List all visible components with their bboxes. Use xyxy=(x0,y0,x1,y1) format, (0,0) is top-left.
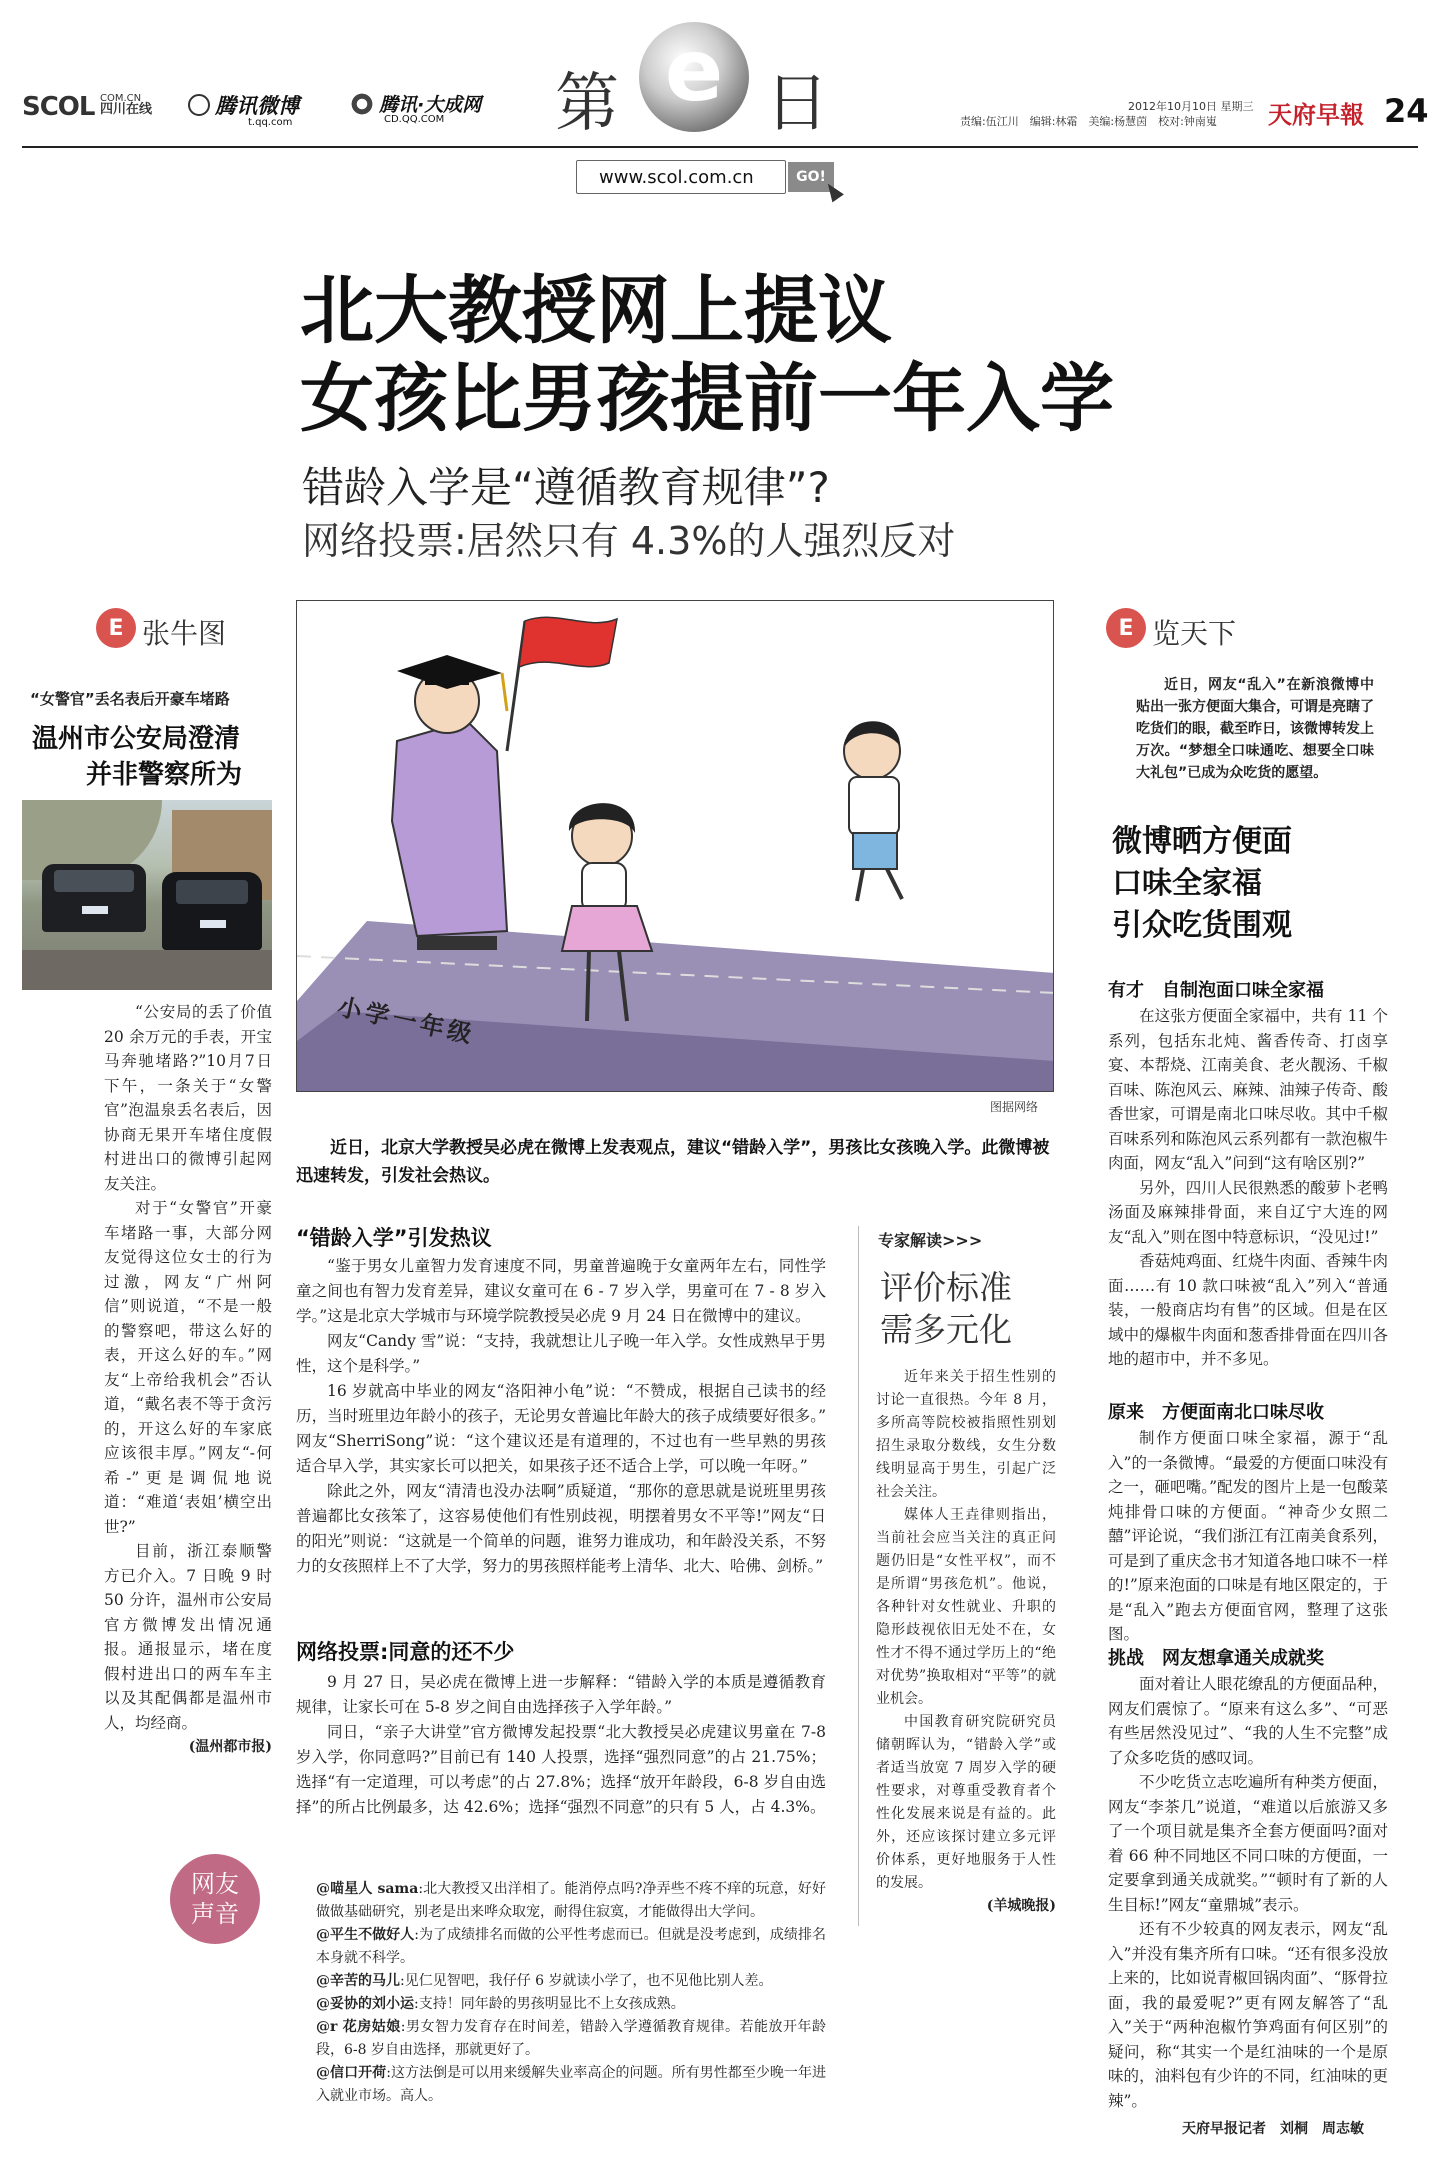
left-section-badge xyxy=(96,608,136,648)
right-paragraph: 面对着让人眼花缭乱的方便面品种，网友们震惊了。“原来有这么多”、“可恶有些居然没见过”、“我的人生不完整”成了众多吃货的感叹词。 xyxy=(1108,1675,1388,1767)
boy-figure xyxy=(844,721,902,901)
comment-text: 支持！同年龄的男孩明显比不上女孩成熟。 xyxy=(418,1996,685,2012)
left-paragraph: “公安局的丢了价值 20 余万元的手表，开宝马奔驰堵路?”10月7日下午，一条关于“女警官”泡温泉丢名表后，因协商无果开车堵住度假村进出口的微博引起网友关注。 xyxy=(104,1003,272,1193)
column-title xyxy=(555,21,865,141)
right-sub1-title xyxy=(1108,976,1324,1002)
comment-text: 这方法倒是可以用来缓解失业率高企的问题。所有男性都至少晚一年进入就业市场。高人。 xyxy=(316,2065,827,2104)
section1-body xyxy=(296,1254,842,1579)
comment-author: @喵星人 sama xyxy=(316,1881,419,1897)
left-paragraph: 对于“女警官”开豪车堵路一事，大部分网友觉得这位女士的行为过激，网友“广州阿信”则说道，“不是一般的警察吧，带这么好的表，开这么好的车。”网友“上帝给我机会”否认道，“戴名表不等于贪污的，开这么好的车家底应该很丰厚。”网友“-何希-”更是调侃地说道：“难道‘表姐’横空出世?” xyxy=(104,1199,272,1536)
car-photo xyxy=(22,800,272,990)
netizen-badge-line1: 网友 xyxy=(191,1870,239,1898)
right-paragraph: 在这张方便面全家福中，共有 11 个系列，包括东北炖、酱香传奇、打卤享宴、本帮烧、江南美食、老火靓汤、千椒百味、陈泡风云、麻辣、油辣子传奇、酸香世家，可谓是南北口味尽收。其中千椒百味系列和陈泡风云系列都有一款泡椒牛肉面，网友“乱入”问到“这有啥区别?” xyxy=(1108,1007,1388,1172)
image-caption: 图据网络 xyxy=(990,1100,1039,1114)
netizen-badge xyxy=(170,1854,260,1944)
netizen-comment: @妥协的刘小运:支持！同年龄的男孩明显比不上女孩成熟。 xyxy=(316,1996,685,2012)
weibo-logo-text: 腾讯微博 xyxy=(215,94,300,118)
right-paragraph: 香菇炖鸡面、红烧牛肉面、香辣牛肉面……有 10 款口味被“乱入”列入“普通装，一般商店均有售”的区域。但是在区域中的爆椒牛肉面和葱香排骨面在四川各地的超市中，并不多见。 xyxy=(1108,1252,1388,1368)
right-title-2: 口味全家福 xyxy=(1112,866,1262,901)
expert-body xyxy=(876,1366,1056,1918)
left-article-body xyxy=(104,1000,272,1760)
scol-logo-sub xyxy=(100,93,152,115)
right-sub3-key: 挑战 xyxy=(1108,1648,1144,1669)
comment-text: 北大教授又出洋相了。能消停点吗?净弄些不疼不痒的玩意，好好做做基础研究，别老是出来哗众取宠，耐得住寂寞，才能做得出大学问。 xyxy=(316,1881,826,1920)
weibo-icon xyxy=(188,94,210,116)
expert-source: (羊城晚报) xyxy=(986,1898,1056,1914)
scol-name: 四川在线 xyxy=(100,102,153,117)
masthead xyxy=(0,0,1440,150)
page-number: 24 xyxy=(1384,92,1429,130)
headline-line2: 女孩比男孩提前一年入学 xyxy=(300,356,1114,442)
section1-title: “错龄入学”引发热议 xyxy=(296,1226,492,1250)
scol-logo[interactable] xyxy=(22,92,94,122)
url-bar[interactable] xyxy=(576,160,786,194)
weibo-domain: t.qq.com xyxy=(248,117,293,128)
right-sub3-title xyxy=(1108,1644,1324,1670)
expert-paragraph: 中国教育研究院研究员储朝晖认为，“错龄入学”或者适当放宽 7 周岁入学的硬性要求，对尊重受教育者个性化发展来说是有益的。此外，还应该探讨建立多元评价体系，更好地服务于人性的发展。 xyxy=(876,1714,1056,1891)
netizen-comment: @喵星人 sama:北大教授又出洋相了。能消停点吗?净弄些不疼不痒的玩意，好好做做基础研究，别老是出来哗众取宠，耐得住寂寞，才能做得出大学问。 xyxy=(316,1881,826,1920)
comment-text: 见仁见智吧，我仔仔 6 岁就读小学了，也不见他比别人差。 xyxy=(404,1973,773,1989)
dacheng-domain: CD.QQ.COM xyxy=(384,114,445,125)
right-intro-text: 近日，网友“乱入”在新浪微博中贴出一张方便面大集合，可谓是亮瞎了吃货们的眼，截至昨日，该微博转发上万次。“梦想全口味通吃、想要全口味大礼包”已成为众吃货的愿望。 xyxy=(1136,677,1374,781)
expert-paragraph: 近年来关于招生性别的讨论一直很热。今年 8 月，多所高等院校被指照性别划招生录取分数线，女生分数线明显高于男生，引起广泛社会关注。 xyxy=(876,1369,1056,1500)
right-paragraph: 不少吃货立志吃遍所有种类方便面，网友“李茶几”说道，“难道以后旅游又多了一个项目就是集齐全套方便面吗?面对着 66 种不同地区不同口味的方便面，一定要拿到通关成就奖。”“顿时有了新的人生目标!”网友“童鼎城”表示。 xyxy=(1108,1773,1388,1914)
left-paragraph: 目前，浙江泰顺警方已介入。7 日晚 9 时 50 分许，温州市公安局官方微博发出情况通报。通报显示，堵在度假村进出口的两车车主以及其配偶都是温州市人，均经商。 xyxy=(104,1542,272,1732)
right-intro xyxy=(1136,674,1374,784)
road-shape xyxy=(22,950,272,990)
comment-author: @r 花房姑娘 xyxy=(316,2019,401,2035)
section2-title: 网络投票:同意的还不少 xyxy=(296,1640,515,1664)
right-sub2-key: 原来 xyxy=(1108,1402,1144,1423)
section1-paragraph: 网友“Candy 雪”说：“支持，我就想让儿子晚一年入学。女性成熟早于男性，这个是科学。” xyxy=(296,1332,826,1375)
right-section-badge xyxy=(1106,608,1146,648)
left-title-1: 温州市公安局澄清 xyxy=(32,724,241,754)
right-sub1-body xyxy=(1108,1004,1388,1372)
url-text: www.scol.com.cn xyxy=(599,166,754,188)
left-badge-letter: E xyxy=(108,615,124,641)
car-left-icon xyxy=(42,864,146,932)
car-right-icon xyxy=(162,872,262,950)
comment-author: @信口开荷 xyxy=(316,2065,387,2081)
right-sub3-title-text: 网友想拿通关成就奖 xyxy=(1162,1648,1324,1669)
e-logo-icon xyxy=(639,22,749,132)
section1-paragraph: 除此之外，网友“清清也没办法啊”质疑道，“那你的意思就是说班里男孩普遍都比女孩笨了，这容易使他们有性别歧视，明摆着男女不平等!”网友“日的阳光”则说：“这就是一个简单的问题，谁努力谁成功，和年龄没关系，不努力的女孩照样上不了大学，努力的男孩照样能考上清华、北大、哈佛、剑桥。” xyxy=(296,1482,826,1575)
expert-kicker: 专家解读>>> xyxy=(878,1231,983,1250)
right-byline: 天府早报记者 刘桐 周志敏 xyxy=(1182,2121,1364,2137)
dacheng-icon xyxy=(350,92,374,116)
professor-figure xyxy=(392,655,507,950)
netizen-comments xyxy=(316,1878,826,2108)
section1-paragraph: “鉴于男女儿童智力发育速度不同，男童普遍晚于女童两年左右，同性学童之间也有智力发育差异，建议女童可在 6 - 7 岁入学，男童可在 7 - 8 岁入学。”这是北京大学城市与环境学院教授吴必虎 9 月 24 日在微博中的建议。 xyxy=(296,1257,826,1325)
netizen-comment: @信口开荷:这方法倒是可以用来缓解失业率高企的问题。所有男性都至少晚一年进入就业市场。高人。 xyxy=(316,2065,827,2104)
section1-paragraph: 16 岁就高中毕业的网友“洛阳神小龟”说：“不赞成，根据自己读书的经历，当时班里边年龄小的孩子，无论男女普遍比年龄大的孩子成绩要好很多。” 网友“SherriSong”说：“这个建议还是有道理的，不过也有一些早熟的男孩适合早入学，其实家长可以把关，如果孩子还不适合上学，可以晚一年呀。” xyxy=(296,1382,842,1475)
dacheng-logo[interactable] xyxy=(350,90,481,125)
column-title-char3: 日 xyxy=(765,67,829,141)
right-sub1-key: 有才 xyxy=(1108,980,1144,1001)
netizen-badge-line2: 声音 xyxy=(191,1900,239,1928)
headline-line1: 北大教授网上提议 xyxy=(300,268,892,354)
lead-text: 近日，北京大学教授吴必虎在微博上发表观点，建议“错龄入学”，男孩比女孩晚入学。此微博被迅速转发，引发社会热议。 xyxy=(296,1138,1050,1186)
cartoon-illustration xyxy=(296,600,1054,1092)
right-sub2-title xyxy=(1108,1398,1324,1424)
right-badge-letter: E xyxy=(1118,615,1134,641)
right-title-3: 引众吃货围观 xyxy=(1112,908,1292,943)
comment-author: @妥协的刘小运 xyxy=(316,1996,414,2012)
column-title-char1: 第 xyxy=(555,67,619,141)
netizen-comment: @平生不做好人:为了成绩排名而做的公平性考虑而已。但就是没考虑到，成绩排名本身就不科学。 xyxy=(316,1927,826,1966)
comment-text: 为了成绩排名而做的公平性考虑而已。但就是没考虑到，成绩排名本身就不科学。 xyxy=(316,1927,826,1966)
expert-title-1: 评价标准 xyxy=(880,1268,1012,1307)
netizen-comment: @r 花房姑娘:男女智力发育存在时间差，错龄入学遵循教育规律。若能放开年龄段，6-8 岁自由选择，那就更好了。 xyxy=(316,2019,827,2058)
paper-name-logo: 天府早報 xyxy=(1268,101,1364,129)
go-label: GO! xyxy=(796,169,826,185)
right-paragraph: 还有不少较真的网友表示，网友“乱入”并没有集齐所有口味。“还有很多没放上来的，比如说青椒回锅肉面”、“豚骨拉面，我的最爱呢?”更有网友解答了“乱入”关于“两种泡椒竹笋鸡面有何区别”的疑问，称“其实一个是红油味的一个是原味的，油料包有少许的不同，红油味的更辣”。 xyxy=(1108,1920,1388,2110)
left-source: (温州都市报) xyxy=(188,1739,272,1755)
left-title-2: 并非警察所为 xyxy=(86,760,243,790)
expert-paragraph: 媒体人王垚律则指出，当前社会应当关注的真正问题仍旧是“女性平权”，而不是所谓“男孩危机”。他说，各种针对女性就业、升职的隐形歧视依旧无处不在，女性才不得不通过学历上的“绝对优势”换取相对“平等”的就业机会。 xyxy=(876,1507,1056,1707)
right-sub1-title-text: 自制泡面口味全家福 xyxy=(1162,980,1324,1001)
subhead-2: 网络投票:居然只有 4.3%的人强烈反对 xyxy=(302,519,956,563)
comment-text: 男女智力发育存在时间差，错龄入学遵循教育规律。若能放开年龄段，6-8 岁自由选择，那就更好了。 xyxy=(316,2019,827,2058)
netizen-comment: @辛苦的马儿:见仁见智吧，我仔仔 6 岁就读小学了，也不见他比别人差。 xyxy=(316,1973,773,1989)
left-kicker: “女警官”丢名表后开豪车堵路 xyxy=(30,690,230,708)
red-flag-icon xyxy=(507,617,617,751)
scol-logo-text: SCOL xyxy=(22,92,95,122)
left-section-title: 张牛图 xyxy=(142,617,227,650)
scol-domain: COM.CN xyxy=(100,93,142,104)
right-section-title: 览天下 xyxy=(1152,617,1237,650)
right-sub2-title-text: 方便面南北口味尽收 xyxy=(1162,1402,1324,1423)
right-title-1: 微博晒方便面 xyxy=(1112,824,1292,859)
right-paragraph: 另外，四川人民很熟悉的酸萝卜老鸭汤面及麻辣排骨面，来自辽宁大连的网友“乱入”则在图中特意标识，“没见过!” xyxy=(1108,1178,1388,1246)
right-paragraph: 制作方便面口味全家福，源于“乱入”的一条微博。“最爱的方便面口味没有之一，砸吧嘴。”配发的图片上是一包酸菜炖排骨口味的方便面。“神奇少女照二囍”评论说，“我们浙江有江南美食系列，可是到了重庆念书才知道各地口味不一样的!”原来泡面的口味是有地区限定的，于是“乱入”跑去方便面官网，整理了这张图。 xyxy=(1108,1429,1388,1643)
lead-paragraph xyxy=(296,1134,1056,1190)
cartoon-road-label: 小学一年级 xyxy=(335,992,478,1050)
comment-author: @辛苦的马儿 xyxy=(316,1973,400,1989)
column-divider xyxy=(858,1226,859,1926)
right-sub3-body xyxy=(1108,1672,1388,2113)
tencent-weibo-logo[interactable] xyxy=(188,90,299,128)
dacheng-logo-text: 腾讯·大成网 xyxy=(379,94,482,116)
right-sub2-body xyxy=(1108,1426,1388,1647)
issue-date: 2012年10月10日 星期三 xyxy=(1128,100,1254,113)
section2-paragraph: 同日，“亲子大讲堂”官方微博发起投票“北大教授吴必虎建议男童在 7-8 岁入学，你同意吗?”目前已有 140 人投票，选择“强烈同意”的占 21.75%；选择“有一定道理，可以考虑”的占 27.8%；选择“放开年龄段，6-8 岁自由选择”的所占比例最多，达 42.6%；选择“强烈不同意”的只有 5 人，占 4.3%。 xyxy=(296,1723,826,1816)
expert-title-2: 需多元化 xyxy=(880,1310,1012,1349)
comment-author: @平生不做好人 xyxy=(316,1927,415,1943)
header-rule xyxy=(22,146,1418,148)
subhead-1: 错龄入学是“遵循教育规律”? xyxy=(302,463,830,512)
section2-body xyxy=(296,1670,826,1820)
section2-paragraph: 9 月 27 日，吴必虎在微博上进一步解释：“错龄入学的本质是遵循教育规律，让家长可在 5-8 岁之间自由选择孩子入学年龄。” xyxy=(296,1673,826,1716)
e-logo-letter: e xyxy=(664,21,724,121)
editors-line: 责编:伍江川 编辑:林霜 美编:杨慧茵 校对:钟南嵬 xyxy=(960,115,1217,128)
